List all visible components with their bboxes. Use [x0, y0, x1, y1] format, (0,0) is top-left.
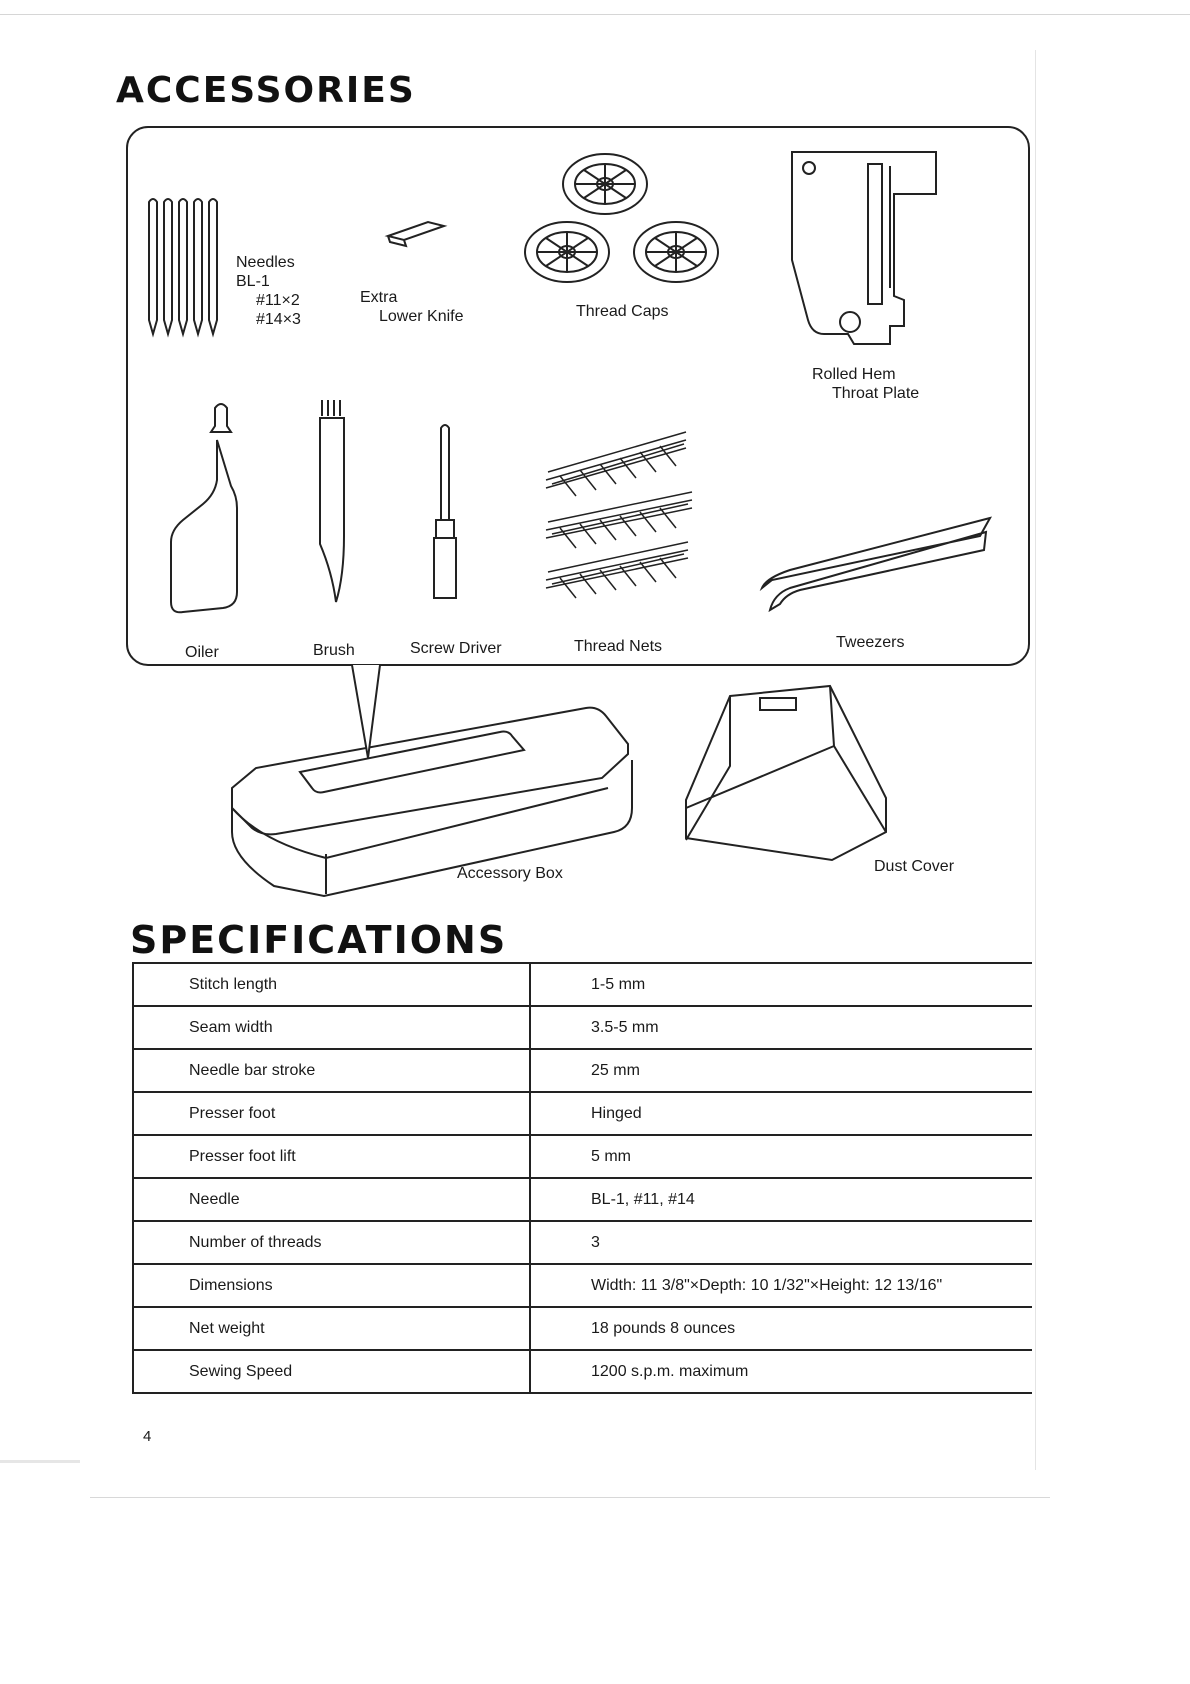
knife-label-line1: Extra: [360, 289, 398, 306]
spec-value: 1-5 mm: [530, 963, 1032, 1006]
page-number: 4: [143, 1428, 152, 1445]
spec-label: Presser foot: [133, 1092, 530, 1135]
spec-value: 25 mm: [530, 1049, 1032, 1092]
screw-driver-label: Screw Driver: [410, 640, 502, 657]
spec-row: [133, 1350, 1032, 1393]
accessory-box-label: Accessory Box: [457, 865, 563, 882]
thread-caps-label: Thread Caps: [576, 303, 669, 320]
spec-row: [133, 1006, 1032, 1049]
specifications-heading: SPECIFICATIONS: [130, 918, 508, 962]
specifications-table: [132, 962, 1032, 1394]
spec-value: 3.5-5 mm: [530, 1006, 1032, 1049]
spec-row: [133, 963, 1032, 1006]
spec-label: Stitch length: [133, 963, 530, 1006]
spec-row: [133, 1092, 1032, 1135]
spec-row: [133, 1178, 1032, 1221]
needles-label-line1: Needles: [236, 254, 295, 271]
dust-cover-label: Dust Cover: [874, 858, 955, 875]
spec-value: BL-1, #11, #14: [530, 1178, 1032, 1221]
spec-row: [133, 1221, 1032, 1264]
spec-label: Net weight: [133, 1307, 530, 1350]
spec-value: Hinged: [530, 1092, 1032, 1135]
spec-value: 3: [530, 1221, 1032, 1264]
throat-plate-label-line1: Rolled Hem: [812, 366, 896, 383]
knife-label-line2: Lower Knife: [379, 308, 464, 325]
spec-label: Number of threads: [133, 1221, 530, 1264]
throat-plate-label-line2: Throat Plate: [832, 385, 920, 402]
spec-label: Seam width: [133, 1006, 530, 1049]
brush-label: Brush: [313, 642, 355, 659]
throat-plate-label: [812, 365, 919, 403]
tweezers-label: Tweezers: [836, 634, 905, 651]
page-edge-bottom: [90, 1497, 1050, 1498]
needles-label-line2: BL-1: [236, 273, 270, 290]
accessories-heading: ACCESSORIES: [116, 70, 416, 111]
spec-value: Width: 11 3/8"×Depth: 10 1/32"×Height: 12 13/16": [530, 1264, 1032, 1307]
spec-label: Presser foot lift: [133, 1135, 530, 1178]
spec-label: Needle: [133, 1178, 530, 1221]
needles-label: [236, 253, 301, 329]
spec-label: Dimensions: [133, 1264, 530, 1307]
spec-value: 5 mm: [530, 1135, 1032, 1178]
knife-label: [360, 288, 464, 326]
spec-row: [133, 1135, 1032, 1178]
spec-value: 18 pounds 8 ounces: [530, 1307, 1032, 1350]
spec-label: Sewing Speed: [133, 1350, 530, 1393]
needles-label-line3: #11×2: [256, 292, 300, 309]
spec-row: [133, 1307, 1032, 1350]
spec-label: Needle bar stroke: [133, 1049, 530, 1092]
spec-row: [133, 1264, 1032, 1307]
needles-label-line4: #14×3: [256, 311, 301, 328]
thread-nets-label: Thread Nets: [574, 638, 663, 655]
page-edge-left: [0, 1460, 80, 1463]
spec-row: [133, 1049, 1032, 1092]
spec-value: 1200 s.p.m. maximum: [530, 1350, 1032, 1393]
oiler-label: Oiler: [185, 644, 219, 661]
